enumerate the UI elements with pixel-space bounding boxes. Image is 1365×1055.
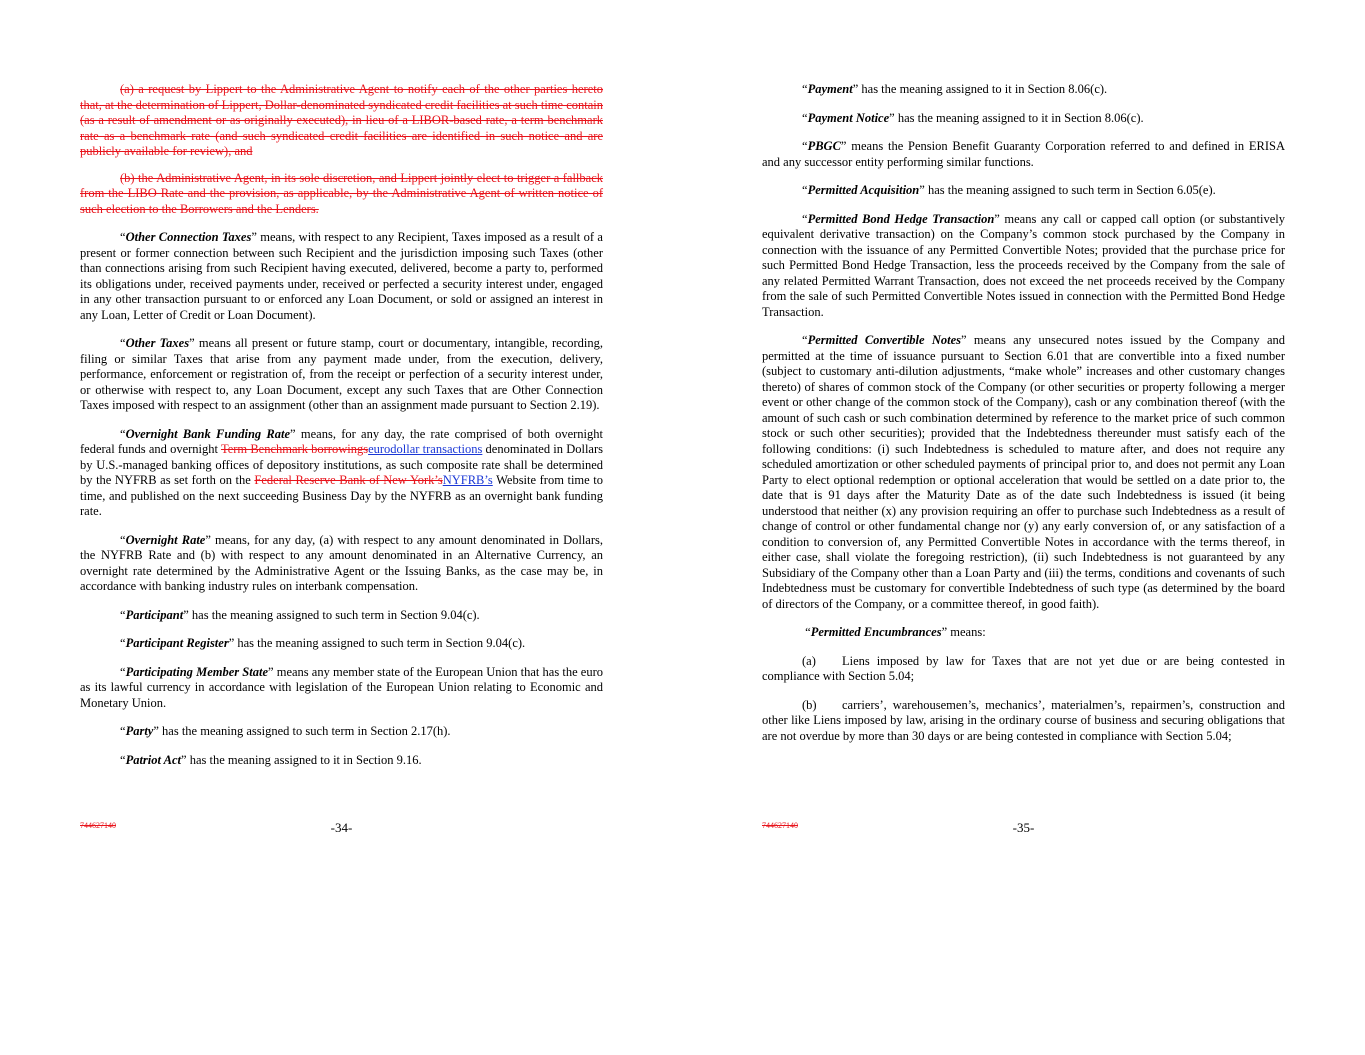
- definition-permitted-encumbrances: “Permitted Encumbrances” means:: [802, 625, 986, 639]
- definition-permitted-acquisition: “Permitted Acquisition” has the meaning assigned to such term in Section 6.05(e).: [802, 183, 1216, 197]
- definition-participant: “Participant” has the meaning assigned to such term in Section 9.04(c).: [120, 607, 480, 622]
- deleted-clause-b: (b) the Administrative Agent, in its sole discretion, and Lippert jointly elect to trigger a fallback from the LIBO Rate and the provision, as applicable, by the Administrative Agent of written notice of such election to the Borrowers and the Lenders.: [80, 170, 603, 216]
- definition-overnight-bank-funding-rate: “Overnight Bank Funding Rate” means, for any day, the rate comprised of both overnight federal funds and overnight Term Benchmark borrowingseurodollar transactions denominated in Dollars by U.S.-managed banking offices of depository institutions, as such composite rate shall be determined by the NYFRB as set forth on the Federal Reserve Bank of New York’sNYFRB’s Website from time to time, and published on the next succeeding Business Day by the NYFRB as an overnight bank funding rate.: [80, 426, 604, 518]
- definition-pbgc: “PBGC” means the Pension Benefit Guaranty Corporation referred to and defined in ERISA and any successor entity performing similar functions.: [762, 139, 1285, 169]
- deletion-text: Term Benchmark borrowings: [220, 442, 369, 456]
- definition-payment-notice: “Payment Notice” has the meaning assigned to it in Section 8.06(c).: [802, 110, 1144, 125]
- definition-payment: “Payment” has the meaning assigned to it in Section 8.06(c).: [802, 82, 1108, 96]
- list-item-a: (a) Liens imposed by law for Taxes that are not yet due or are being contested in compliance with Section 5.04;: [762, 653, 1285, 683]
- definition-other-taxes: “Other Taxes” means all present or future stamp, court or documentary, intangible, recording, filing or similar Taxes that arise from any payment made under, from the execution, delivery, performance, enforcement or registration of, from the receipt or perfection of a security interest under, or otherwise with respect to, any Loan Document, except any such Taxes that are Other Connection Taxes imposed with respect to an assignment (other than an assignment made pursuant to Section 2.19).: [80, 336, 604, 412]
- page-34: [80, 82, 603, 781]
- page-number: -34-: [330, 820, 353, 835]
- definition-permitted-convertible-notes: “Permitted Convertible Notes” means any unsecured notes issued by the Company and permitted at the time of issuance pursuant to Section 6.01 that are convertible into a fixed number (subject to customary anti-dilution adjustments, “make whole” increases and other customary changes thereto) of shares of common stock of the Company (or other securities or property following a merger event or other change of the common stock of the Company), cash or any combination thereof (with the amount of such cash or such combination determined by reference to the market price of such common stock or such other securities); provided that the Indebtedness thereunder must satisfy each of the following conditions: (i) such Indebtedness is scheduled to mature after, and does not require any scheduled amortization or other scheduled payments of principal prior to, and does not permit any Loan Party to elect optional redemption or optional acceleration that would be settled on a date prior to, the date that is 91 days after the Maturity Date as of the date such Indebtedness is issued (it being understood that neither (x) any provision requiring an offer to purchase such Indebtedness as a result of change of control or other fundamental change nor (y) any early conversion of, or any satisfaction of a condition to conversion of, any Permitted Convertible Notes in accordance with the terms thereof, in either case, shall violate the foregoing restriction), (ii) such Indebtedness is not guaranteed by any Subsidiary of the Company other than a Loan Party and (iii) the terms, conditions and covenants of such Indebtedness must be customary for convertible Indebtedness of such type (as determined by the board of directors of the Company, or a committee thereof, in good faith).: [762, 333, 1285, 611]
- insertion-text: eurodollar transactions: [368, 442, 483, 456]
- definition-overnight-rate: “Overnight Rate” means, for any day, (a) with respect to any amount denominated in Dollars, the NYFRB Rate and (b) with respect to any amount denominated in an Alternative Currency, an overnight rate determined by the Administrative Agent or the Issuing Banks, as the case may be, in accordance with banking industry rules on interbank compensation.: [80, 532, 603, 593]
- definition-participant-register: “Participant Register” has the meaning assigned to such term in Section 9.04(c).: [120, 636, 526, 650]
- page-number: -35-: [1012, 820, 1035, 835]
- definition-participating-member-state: “Participating Member State” means any member state of the European Union that has the euro as its lawful currency in accordance with legislation of the European Union relating to Economic and Monetary Union.: [80, 664, 604, 710]
- deleted-clause-a: (a) a request by Lippert to the Administrative Agent to notify each of the other parties hereto that, at the determination of Lippert, Dollar-denominated syndicated credit facilities at such time contain (as a result of amendment or as originally executed), in lieu of a LIBOR-based rate, a term benchmark rate as a benchmark rate (and such syndicated credit facilities are identified in such notice and are publicly available for review), and: [80, 82, 603, 158]
- definition-permitted-bond-hedge-transaction: “Permitted Bond Hedge Transaction” means any call or capped call option (or substantively equivalent derivative transaction) on the Company’s common stock purchased by the Company in connection with the issuance of any Permitted Convertible Notes; provided that the purchase price for such Permitted Bond Hedge Transaction, less the proceeds received by the Company from the sale of any related Permitted Warrant Transaction, does not exceed the net proceeds received by the Company from the sale of such Permitted Convertible Notes issued in connection with the Permitted Bond Hedge Transaction.: [762, 211, 1285, 319]
- document-number: 744627140: [80, 821, 116, 830]
- page-footer: [80, 818, 603, 838]
- insertion-text: NYFRB’s: [442, 473, 493, 487]
- definition-other-connection-taxes: “Other Connection Taxes” means, with respect to any Recipient, Taxes imposed as a result of a present or former connection between such Recipient and the jurisdiction imposing such Taxes (other than connections arising from such Recipient having executed, delivered, become a party to, performed its obligations under, received payments under, received or perfected a security interest under, engaged in any other transaction pursuant to or enforced any Loan Document, or sold or assigned an interest in any Loan, Letter of Credit or Loan Document).: [80, 230, 603, 322]
- list-item-b: (b) carriers’, warehousemen’s, mechanics’, materialmen’s, repairmen’s, construction and other like Liens imposed by law, arising in the ordinary course of business and securing obligations that are not overdue by more than 30 days or are being contested in compliance with Section 5.04;: [762, 697, 1285, 743]
- page-35: [762, 82, 1285, 757]
- page-footer: [762, 818, 1285, 838]
- document-number: 744627140: [762, 821, 798, 830]
- deletion-text: Federal Reserve Bank of New York’s: [254, 473, 443, 487]
- definition-patriot-act: “Patriot Act” has the meaning assigned to it in Section 9.16.: [120, 752, 422, 767]
- definition-party: “Party” has the meaning assigned to such term in Section 2.17(h).: [120, 724, 451, 738]
